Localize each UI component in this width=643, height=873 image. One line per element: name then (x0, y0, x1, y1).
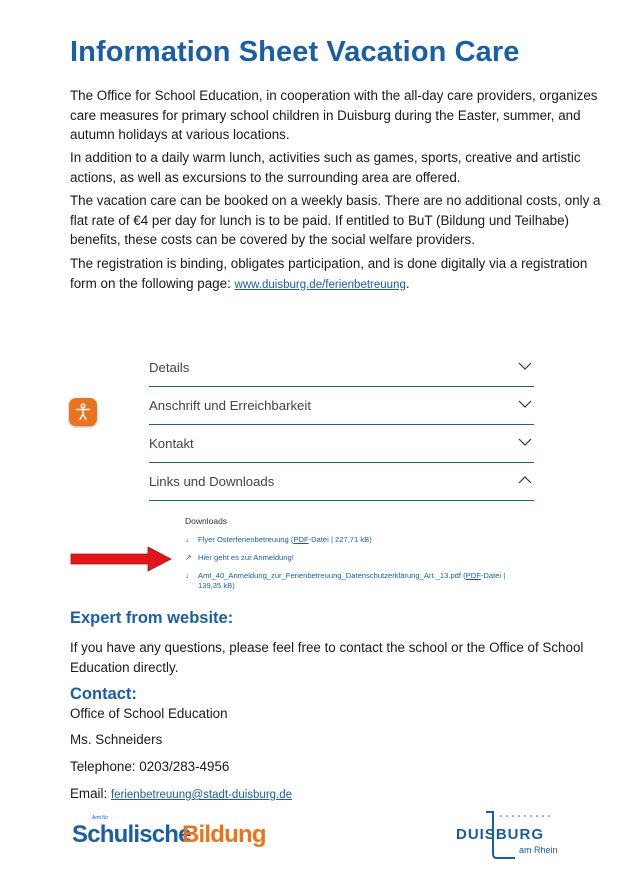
expert-text: If you have any questions, please feel free to contact the school or the Office of School Education directly. (70, 640, 584, 675)
download-format: PDF (465, 571, 481, 580)
download-text: Flyer Osterferienbetreuung ( (198, 535, 294, 544)
contact-phone: Telephone: 0203/283-4956 (70, 759, 230, 774)
download-size: -Datei | 227,71 kB) (308, 535, 372, 544)
accordion-label: Kontakt (149, 436, 194, 451)
costs-paragraph: The vacation care can be booked on a weekly basis. There are no additional costs, only a flat rate of €4 per day for lunch is to be paid. If entitled to BuT (Bildung und Teilhabe) benefits, these costs can be covered by the social welfare providers. (70, 193, 601, 247)
registration-external-link[interactable] (185, 553, 525, 563)
contact-email-line (70, 786, 292, 801)
download-arrow-icon: ↓ (185, 535, 189, 544)
registration-text: The registration is binding, obligates participation, and is done digitally via a registration form on the following page: (70, 256, 588, 291)
accordion (149, 349, 534, 501)
download-text: Hier geht es zur Anmeldung! (198, 553, 294, 562)
downloads-panel (185, 516, 525, 599)
email-label: Email: (70, 786, 111, 801)
accordion-item-links-downloads[interactable] (149, 463, 534, 501)
chevron-down-icon (518, 361, 532, 371)
expert-heading: Expert from website: (70, 609, 234, 627)
accordion-item-details[interactable] (149, 349, 534, 387)
downloads-title: Downloads (185, 516, 228, 526)
download-format: PDF (293, 535, 309, 544)
chevron-down-icon (518, 399, 532, 409)
contact-heading: Contact: (70, 685, 137, 703)
red-arrow-icon (70, 546, 172, 572)
chevron-down-icon (518, 437, 532, 447)
download-arrow-icon: ↓ (185, 571, 189, 580)
accordion-label: Anschrift und Erreichbarkeit (149, 398, 311, 413)
download-text: Amt_40_Anmeldung_zur_Ferienbetreuung_Datenschutzerklärung_Art._13.pdf ( (198, 571, 466, 580)
accordion-item-contact[interactable] (149, 425, 534, 463)
registration-end: . (405, 275, 410, 291)
intro-paragraph: The Office for School Education, in cooperation with the all-day care providers, organizes care measures for primary school children in Duisburg during the Easter, summer, and autumn holidays at various locations. (70, 88, 598, 142)
logo-am-rhein: am Rhein (519, 845, 558, 855)
contact-person: Ms. Schneiders (70, 732, 163, 747)
download-flyer-link[interactable] (185, 535, 525, 545)
page-title: Information Sheet Vacation Care (70, 36, 520, 68)
activities-paragraph: In addition to a daily warm lunch, activities such as games, sports, creative and artistic actions, as well as excursions to the surrounding area are offered. (70, 150, 581, 185)
logo-bildung: Bildung (182, 821, 266, 848)
accordion-item-address[interactable] (149, 387, 534, 425)
accordion-label: Links und Downloads (149, 474, 275, 489)
logo-schulische: Schulische (72, 821, 191, 848)
registration-link[interactable]: www.duisburg.de/ferienbetreuung (234, 278, 406, 291)
external-link-icon: ↗ (185, 553, 192, 562)
email-link[interactable]: ferienbetreuung@stadt-duisburg.de (110, 789, 293, 801)
accessibility-icon (74, 403, 92, 421)
logo-duisburg: DUISBURG (456, 826, 545, 843)
download-size: -Datei | 139,35 kB) (198, 571, 506, 590)
logo-small-text: Amt für (92, 815, 109, 821)
download-privacy-link[interactable] (185, 571, 525, 591)
registration-paragraph (70, 254, 610, 295)
chevron-up-icon (518, 475, 532, 485)
accessibility-button[interactable] (69, 398, 97, 426)
accordion-label: Details (149, 360, 190, 375)
contact-office: Office of School Education (70, 706, 228, 721)
